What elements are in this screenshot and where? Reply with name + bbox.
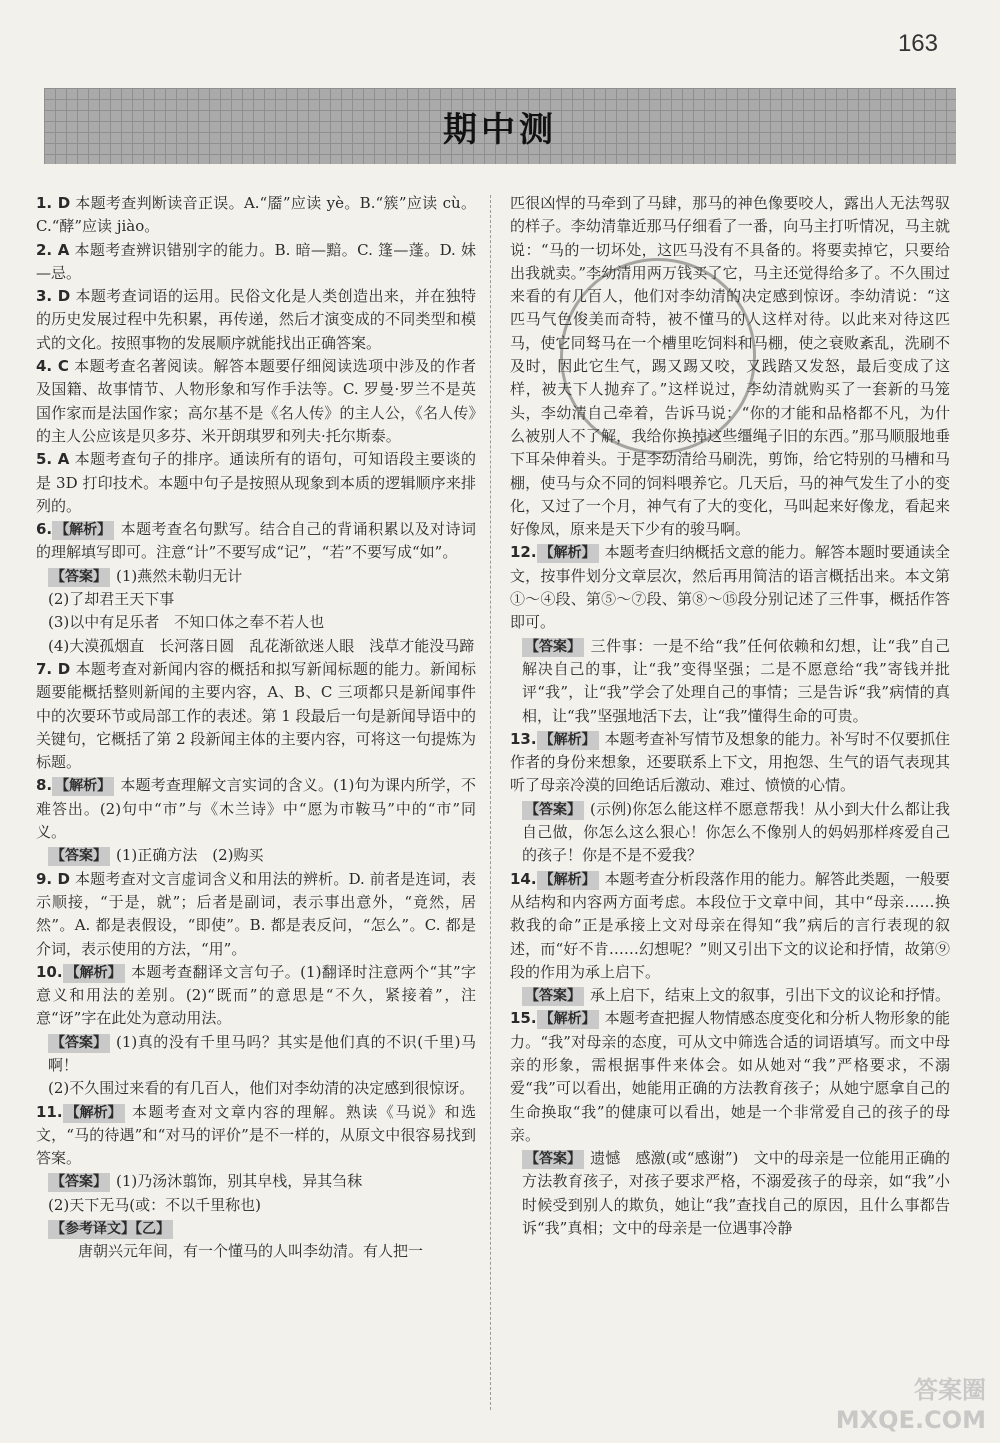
answer-line: (4)大漠孤烟直 长河落日圆 乱花渐欲迷人眼 浅草才能没马蹄	[48, 636, 475, 655]
answer-item-14	[510, 868, 950, 1008]
item-number: 4. C	[36, 357, 69, 376]
item-number: 15.	[510, 1009, 537, 1028]
answer-line: (1)正确方法 (2)购买	[116, 846, 264, 865]
item-text: 本题考查理解文言实词的含义。(1)句为课内所学，不难答出。(2)句中“市”与《木兰诗》中“愿为市鞍马”中的“市”同义。	[36, 776, 476, 842]
item-number: 13.	[510, 729, 537, 748]
item-number: 12.	[510, 543, 537, 562]
item-number: 7. D	[36, 659, 71, 678]
answer-line: 承上启下，结束上文的叙事，引出下文的议论和抒情。	[590, 986, 951, 1005]
answer-item-5	[36, 448, 476, 518]
watermark-url: MXQE.COM	[835, 1406, 986, 1434]
item-text: 本题考查对文章内容的理解。熟读《马说》和选文，“马的待遇”和“对马的评价”是不一样的，从原文中很容易找到答案。	[36, 1102, 476, 1168]
analysis-tag: 【解析】	[52, 777, 114, 796]
item-text: 本题考查词语的运用。民俗文化是人类创造出来，并在独特的历史发展过程中先积累，再传递，然后才演变成的不同类型和模式的文化。按照事物的发展顺序就能找出正确答案。	[36, 287, 476, 352]
item-number: 3. D	[36, 287, 71, 306]
translation-tag: 【参考译文】【乙】	[48, 1220, 173, 1239]
item-text: 本题考查辨识错别字的能力。B. 暗—黯。C. 篷—蓬。D. 妹—忌。	[36, 240, 476, 282]
item-number: 11.	[36, 1102, 63, 1121]
answer-line: 遗憾 感激(或“感谢”) 文中的母亲是一位能用正确的方法教育孩子，对孩子要求严格，不溺爱孩子的母亲，如“我”小时候受到别人的欺负，她让“我”查找自己的原因，且什么事都告诉“我”真相；文中的母亲是一位遇事冷静	[522, 1149, 950, 1238]
answer-tag: 【答案】	[522, 987, 584, 1006]
translation-text: 唐朝兴元年间，有一个懂马的人叫李幼清。有人把一	[78, 1242, 424, 1261]
answer-line: (1)乃汤沐翦饰，别其皁栈，异其刍秣	[116, 1172, 363, 1191]
answer-item-1	[36, 192, 476, 239]
item-number: 14.	[510, 869, 537, 888]
answer-tag: 【答案】	[522, 1150, 584, 1169]
translation-continued: 匹很凶悍的马牵到了马肆，那马的神色像要咬人，露出人无法驾驭的样子。李幼清靠近那马仔细看了一番，向马主打听情况，马主就说：“马的一切坏处，这匹马没有不具备的。将要卖掉它，只要给出我就卖。”李幼清用两万钱买了它，马主还觉得给多了。不久围过来看的有几百人，他们对李幼清的决定感到惊讶。李幼清说：“这匹马气色俊美而奇特，被不懂马的人这样对待。以此来对待这匹马，使它同驽马在一个槽里吃饲料和马棚，使之衰败紊乱，洗刷不及时，因此它生气，踢又踢又咬，又践踏又发怒，最后变成了这样，被天下人抛弃了。”这样说过，李幼清就购买了一套新的马笼头，李幼清自己牵着，告诉马说：“你的才能和品格都不凡，为什么被别人不了解，我给你换掉这些缰绳子旧的东西。”那马顺服地垂下耳朵伸着头。于是李幼清给马刷洗，剪饰，给它特别的马槽和马棚，使马与众不同的饲料喂养它。几天后，马的神气发生了小的变化，又过了一个月，神气有了大的变化，马叫起来好像龙，看起来好像凤，原来是天下少有的骏马啊。	[510, 194, 950, 539]
answer-tag: 【答案】	[522, 638, 584, 657]
item-number: 6.	[36, 520, 53, 539]
left-column	[36, 192, 476, 1264]
item-number: 5. A	[36, 450, 70, 469]
answer-item-2	[36, 239, 476, 286]
item-text: 本题考查对文言虚词含义和用法的辨析。D. 前者是连词，表示顺接，“于是，就”；后者是副词，表示事出意外，“竟然，居然”。A. 都是表假设，“即使”。B. 都是表反问，“怎么”。C. 都是介词，表示使用的方法，“用”。	[36, 869, 476, 958]
analysis-tag: 【解析】	[537, 871, 599, 890]
watermark-logo-text: 答案圈	[914, 1376, 986, 1404]
answer-item-4	[36, 355, 476, 448]
item-text: 本题考查归纳概括文意的能力。解答本题时要通读全文，按事件划分文章层次，然后再用简洁的语言概括出来。本文第①～④段、第⑤～⑦段、第⑧～⑮段分别记述了三件事，概括作答即可。	[510, 543, 950, 632]
answer-item-9	[36, 868, 476, 961]
analysis-tag: 【解析】	[537, 731, 599, 750]
item-text: 本题考查对新闻内容的概括和拟写新闻标题的能力。新闻标题要能概括整则新闻的主要内容，A、B、C 三项都只是新闻事件中的次要环节或局部工作的表述。第 1 段最后一句是新闻导语中的关键句，它概括了第 2 段新闻主体的主要内容，可将这一句提炼为标题。	[36, 659, 476, 772]
item-number: 9. D	[36, 869, 71, 888]
item-text: 本题考查把握人物情感态度变化和分析人物形象的能力。“我”对母亲的态度，可从文中筛选合适的词语填写。而文中母亲的形象，需根据事件来体会。如从她对“我”严格要求，不溺爱“我”可以看出，她能用正确的方法教育孩子；从她宁愿拿自己的生命换取“我”的健康可以看出，她是一个非常爱自己的孩子的母亲。	[510, 1009, 950, 1144]
analysis-tag: 【解析】	[537, 1010, 599, 1029]
answer-item-3	[36, 285, 476, 355]
answer-item-13	[510, 728, 950, 868]
title-banner	[44, 88, 956, 164]
item-number: 10.	[36, 962, 63, 981]
item-text: 本题考查分析段落作用的能力。解答此类题，一般要从结构和内容两方面考虑。本段位于文章中间，其中“母亲……换救我的命”正是承接上文对母亲在得知“我”病后的言行表现的叙述，而“好不肯……幻想呢？”则又引出下文的议论和抒情，故第⑨段的作用为承上启下。	[510, 869, 950, 981]
answer-line: (示例)你怎么能这样不愿意帮我！从小到大什么都让我自己做，你怎么这么狠心！你怎么不像别人的妈妈那样疼爱自己的孩子！你是不是不爱我？	[522, 799, 950, 865]
answer-line: (2)不久围过来看的有几百人，他们对李幼清的决定感到很惊讶。	[48, 1079, 475, 1098]
page-title: 期中测	[443, 109, 557, 150]
answer-item-7	[36, 658, 476, 774]
answer-line: (2)了却君王天下事	[48, 590, 175, 609]
answer-line: (1)燕然未勒归无计	[116, 566, 243, 585]
item-text: 本题考查句子的排序。通读所有的语句，可知语段主要谈的是 3D 打印技术。本题中句子是按照从现象到本质的逻辑顺序来排列的。	[36, 450, 476, 515]
answer-item-6	[36, 518, 476, 658]
analysis-tag: 【解析】	[63, 1104, 125, 1123]
answer-line: (2)天下无马(或：不以千里称也)	[48, 1195, 261, 1214]
item-text: 本题考查翻译文言句子。(1)翻译时注意两个“其”字意义和用法的差别。(2)“既而”的意思是“不久，紧接着”，注意“讶”字在此处为意动用法。	[36, 962, 476, 1028]
answer-line: (3)以中有足乐者 不知口体之奉不若人也	[48, 613, 325, 632]
analysis-tag: 【解析】	[52, 521, 114, 540]
item-number: 8.	[36, 776, 53, 795]
item-text: 本题考查名句默写。结合自己的背诵积累以及对诗词的理解填写即可。注意“计”不要写成“记”，“若”不要写成“如”。	[36, 520, 476, 562]
answer-item-12	[510, 541, 950, 727]
item-text: 本题考查名著阅读。解答本题要仔细阅读选项中涉及的作者及国籍、故事情节、人物形象和写作手法等。C. 罗曼·罗兰不是英国作家而是法国作家；高尔基不是《名人传》的主人公，《名人传》的主人公应该是贝多芬、米开朗琪罗和列夫·托尔斯泰。	[36, 357, 476, 445]
column-divider	[490, 195, 491, 1410]
item-number: 1. D	[36, 194, 71, 212]
answer-tag: 【答案】	[48, 1034, 110, 1053]
analysis-tag: 【解析】	[537, 544, 599, 563]
answer-item-8	[36, 774, 476, 867]
site-watermark	[836, 1375, 986, 1435]
answer-tag: 【答案】	[522, 801, 584, 820]
answer-tag: 【答案】	[48, 568, 110, 587]
item-text: 本题考查补写情节及想象的能力。补写时不仅要抓住作者的身份来想象，还要联系上下文，用抱怨、生气的语气表现其听了母亲冷漠的回绝话后激动、难过、愤愤的心情。	[510, 729, 950, 795]
answer-item-10	[36, 961, 476, 1101]
page-number: 163	[897, 30, 938, 57]
answer-line: 三件事：一是不给“我”任何依赖和幻想，让“我”自己解决自己的事，让“我”变得坚强；二是不愿意给“我”寄钱并批评“我”，让“我”学会了处理自己的事情；三是告诉“我”病情的真相，让“我”坚强地活下去，让“我”懂得生命的可贵。	[522, 636, 950, 725]
analysis-tag: 【解析】	[63, 964, 125, 983]
answer-line: (1)真的没有千里马吗？其实是他们真的不识(千里)马啊！	[48, 1032, 476, 1074]
item-number: 2. A	[36, 240, 70, 259]
answer-tag: 【答案】	[48, 847, 110, 866]
item-text: 本题考查判断读音正误。A.“靥”应读 yè。B.“簇”应读 cù。C.“酵”应读 jiào。	[36, 194, 476, 236]
answer-tag: 【答案】	[48, 1173, 110, 1192]
answer-item-15	[510, 1007, 950, 1240]
answer-item-11	[36, 1101, 476, 1264]
